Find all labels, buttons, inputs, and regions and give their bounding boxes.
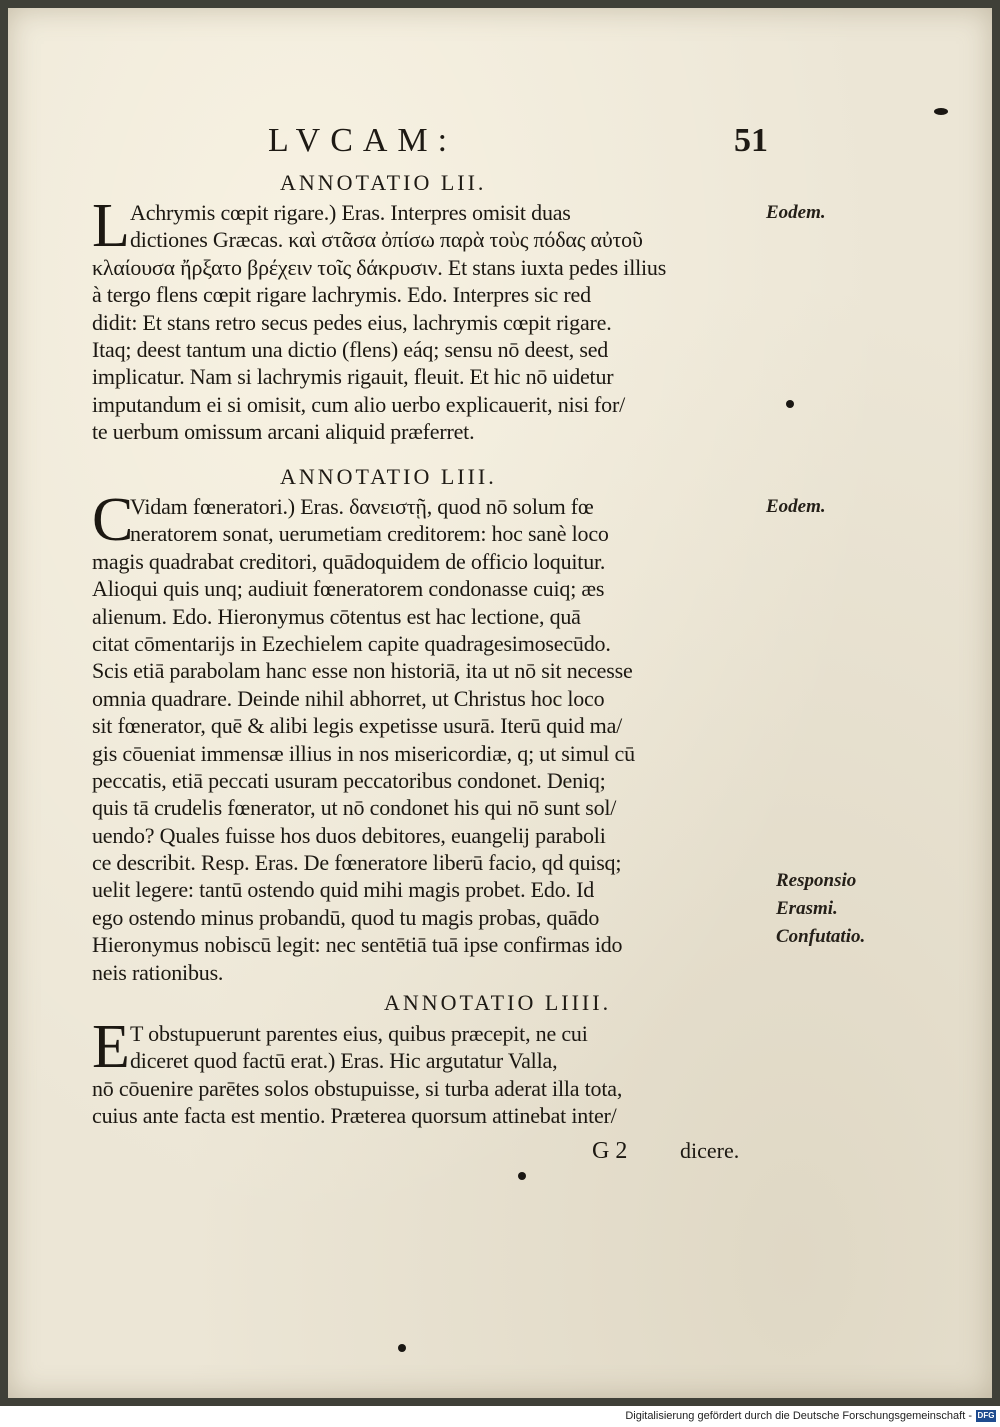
drop-cap-3: E (92, 1013, 130, 1081)
text-line: diceret quod factū erat.) Eras. Hic argutatur Valla, (130, 1048, 558, 1074)
section-heading-1: ANNOTATIO LII. (280, 170, 487, 195)
side-note-confutatio: Confutatio. (776, 926, 866, 947)
text-line: citat cōmentarijs in Ezechielem capite quadragesimosecūdo. (92, 630, 611, 656)
text-line: T obstupuerunt parentes eius, quibus præcepit, ne cui (130, 1021, 588, 1046)
dfg-logo: DFG (977, 1411, 995, 1420)
text-line: Achrymis cœpit rigare.) Eras. Interpres omisit duas (130, 200, 571, 225)
text-line: peccatis, etiā peccati usuram peccatoribus condonet. Deniq; (92, 767, 606, 793)
ink-spot (786, 400, 794, 408)
text-line: te uerbum omissum arcani aliquid præferret. (92, 419, 475, 445)
text-line: dictiones Græcas. καὶ στᾶσα ὀπίσω παρὰ τοὺς πόδας αὐτοῦ (130, 227, 643, 253)
text-line: uendo? Quales fuisse hos duos debitores, euangelij paraboli (92, 822, 606, 848)
text-line: à tergo flens cœpit rigare lachrymis. Edo. Interpres sic red (92, 282, 591, 308)
text-line: nō cōuenire parētes solos obstupuisse, si turba aderat illa tota, (92, 1075, 623, 1101)
text-line: didit: Et stans retro secus pedes eius, lachrymis cœpit rigare. (92, 309, 612, 335)
text-line: Alioqui quis unq; audiuit fœneratorem condonasse cuiq; æs (92, 576, 605, 602)
text-line: uelit legere: tantū ostendo quid mihi magis probet. Edo. Id (92, 877, 595, 903)
catchword: dicere. (680, 1138, 740, 1163)
drop-cap-1: L (92, 192, 130, 260)
footer-bar (0, 1406, 1000, 1427)
text-line: Itaq; deest tantum una dictio (flens) eáq; sensu nō deest, sed (92, 336, 609, 362)
section-heading-2: ANNOTATIO LIII. (280, 464, 497, 489)
page-header (268, 122, 768, 162)
side-note-erasmi: Erasmi. (776, 898, 838, 919)
section-1-text (92, 192, 767, 446)
text-line: magis quadrabat creditori, quādoquidem de officio loquitur. (92, 548, 606, 574)
section-heading-3: ANNOTATIO LIIII. (384, 990, 612, 1015)
drop-cap-2: C (92, 486, 134, 554)
section-3-text (92, 1013, 767, 1130)
text-line: Scis etiā parabolam hanc esse non historiā, ita ut nō sit necesse (92, 658, 633, 684)
text-line: omnia quadrare. Deinde nihil abhorret, ut Christus hoc loco (92, 685, 605, 711)
text-line: κλαίουσα ἤρξατο βρέχειν τοῖς δάκρυσιν. Et stans iuxta pedes illius (92, 254, 667, 280)
text-line: ce describit. Resp. Eras. De fœneratore liberū facio, qd quisq; (92, 850, 622, 876)
funding-credit: Digitalisierung gefördert durch die Deutsche Forschungsgemeinschaft - (625, 1410, 972, 1422)
text-line: alienum. Edo. Hieronymus cōtentus est hac lectione, quā (92, 603, 581, 629)
text-line: neis rationibus. (92, 959, 224, 985)
side-note-responsio: Responsio (776, 870, 857, 891)
margin-note-eodem-1: Eodem. (766, 202, 826, 223)
text-line: implicatur. Nam si lachrymis rigauit, fleuit. Et hic nō uidetur (92, 364, 614, 390)
text-line: Hieronymus nobiscū legit: nec sentētiā tuā ipse confirmas ido (92, 932, 623, 958)
folio-number: 51 (734, 122, 768, 159)
ink-spot (398, 1344, 406, 1352)
text-line: imputandum ei si omisit, cum alio uerbo explicauerit, nisi for/ (92, 391, 626, 417)
text-line: gis cōueniat immensæ illius in nos misericordiæ, q; ut simul cū (92, 740, 635, 766)
text-line: ego ostendo minus probandū, quod tu magis probas, quādo (92, 904, 600, 930)
text-line: cuius ante facta est mentio. Præterea quorsum attinebat inter/ (92, 1103, 617, 1129)
text-line: quis tā crudelis fœnerator, ut nō condonet his qui nō sunt sol/ (92, 795, 617, 821)
text-line: Vidam fœneratori.) Eras. δανειστῇ, quod nō solum fœ (130, 494, 594, 519)
text-line: neratorem sonat, uerumetiam creditorem: hoc sanè loco (130, 521, 609, 547)
text-line: sit fœnerator, quē & alibi legis expetisse usurā. Iterū quid ma/ (92, 713, 623, 739)
ink-spot (934, 108, 948, 115)
section-2-text (92, 486, 767, 986)
margin-note-eodem-2: Eodem. (766, 496, 826, 517)
signature-mark: G 2 (592, 1138, 628, 1164)
running-title: LVCAM: (268, 122, 458, 159)
ink-spot (518, 1172, 526, 1180)
